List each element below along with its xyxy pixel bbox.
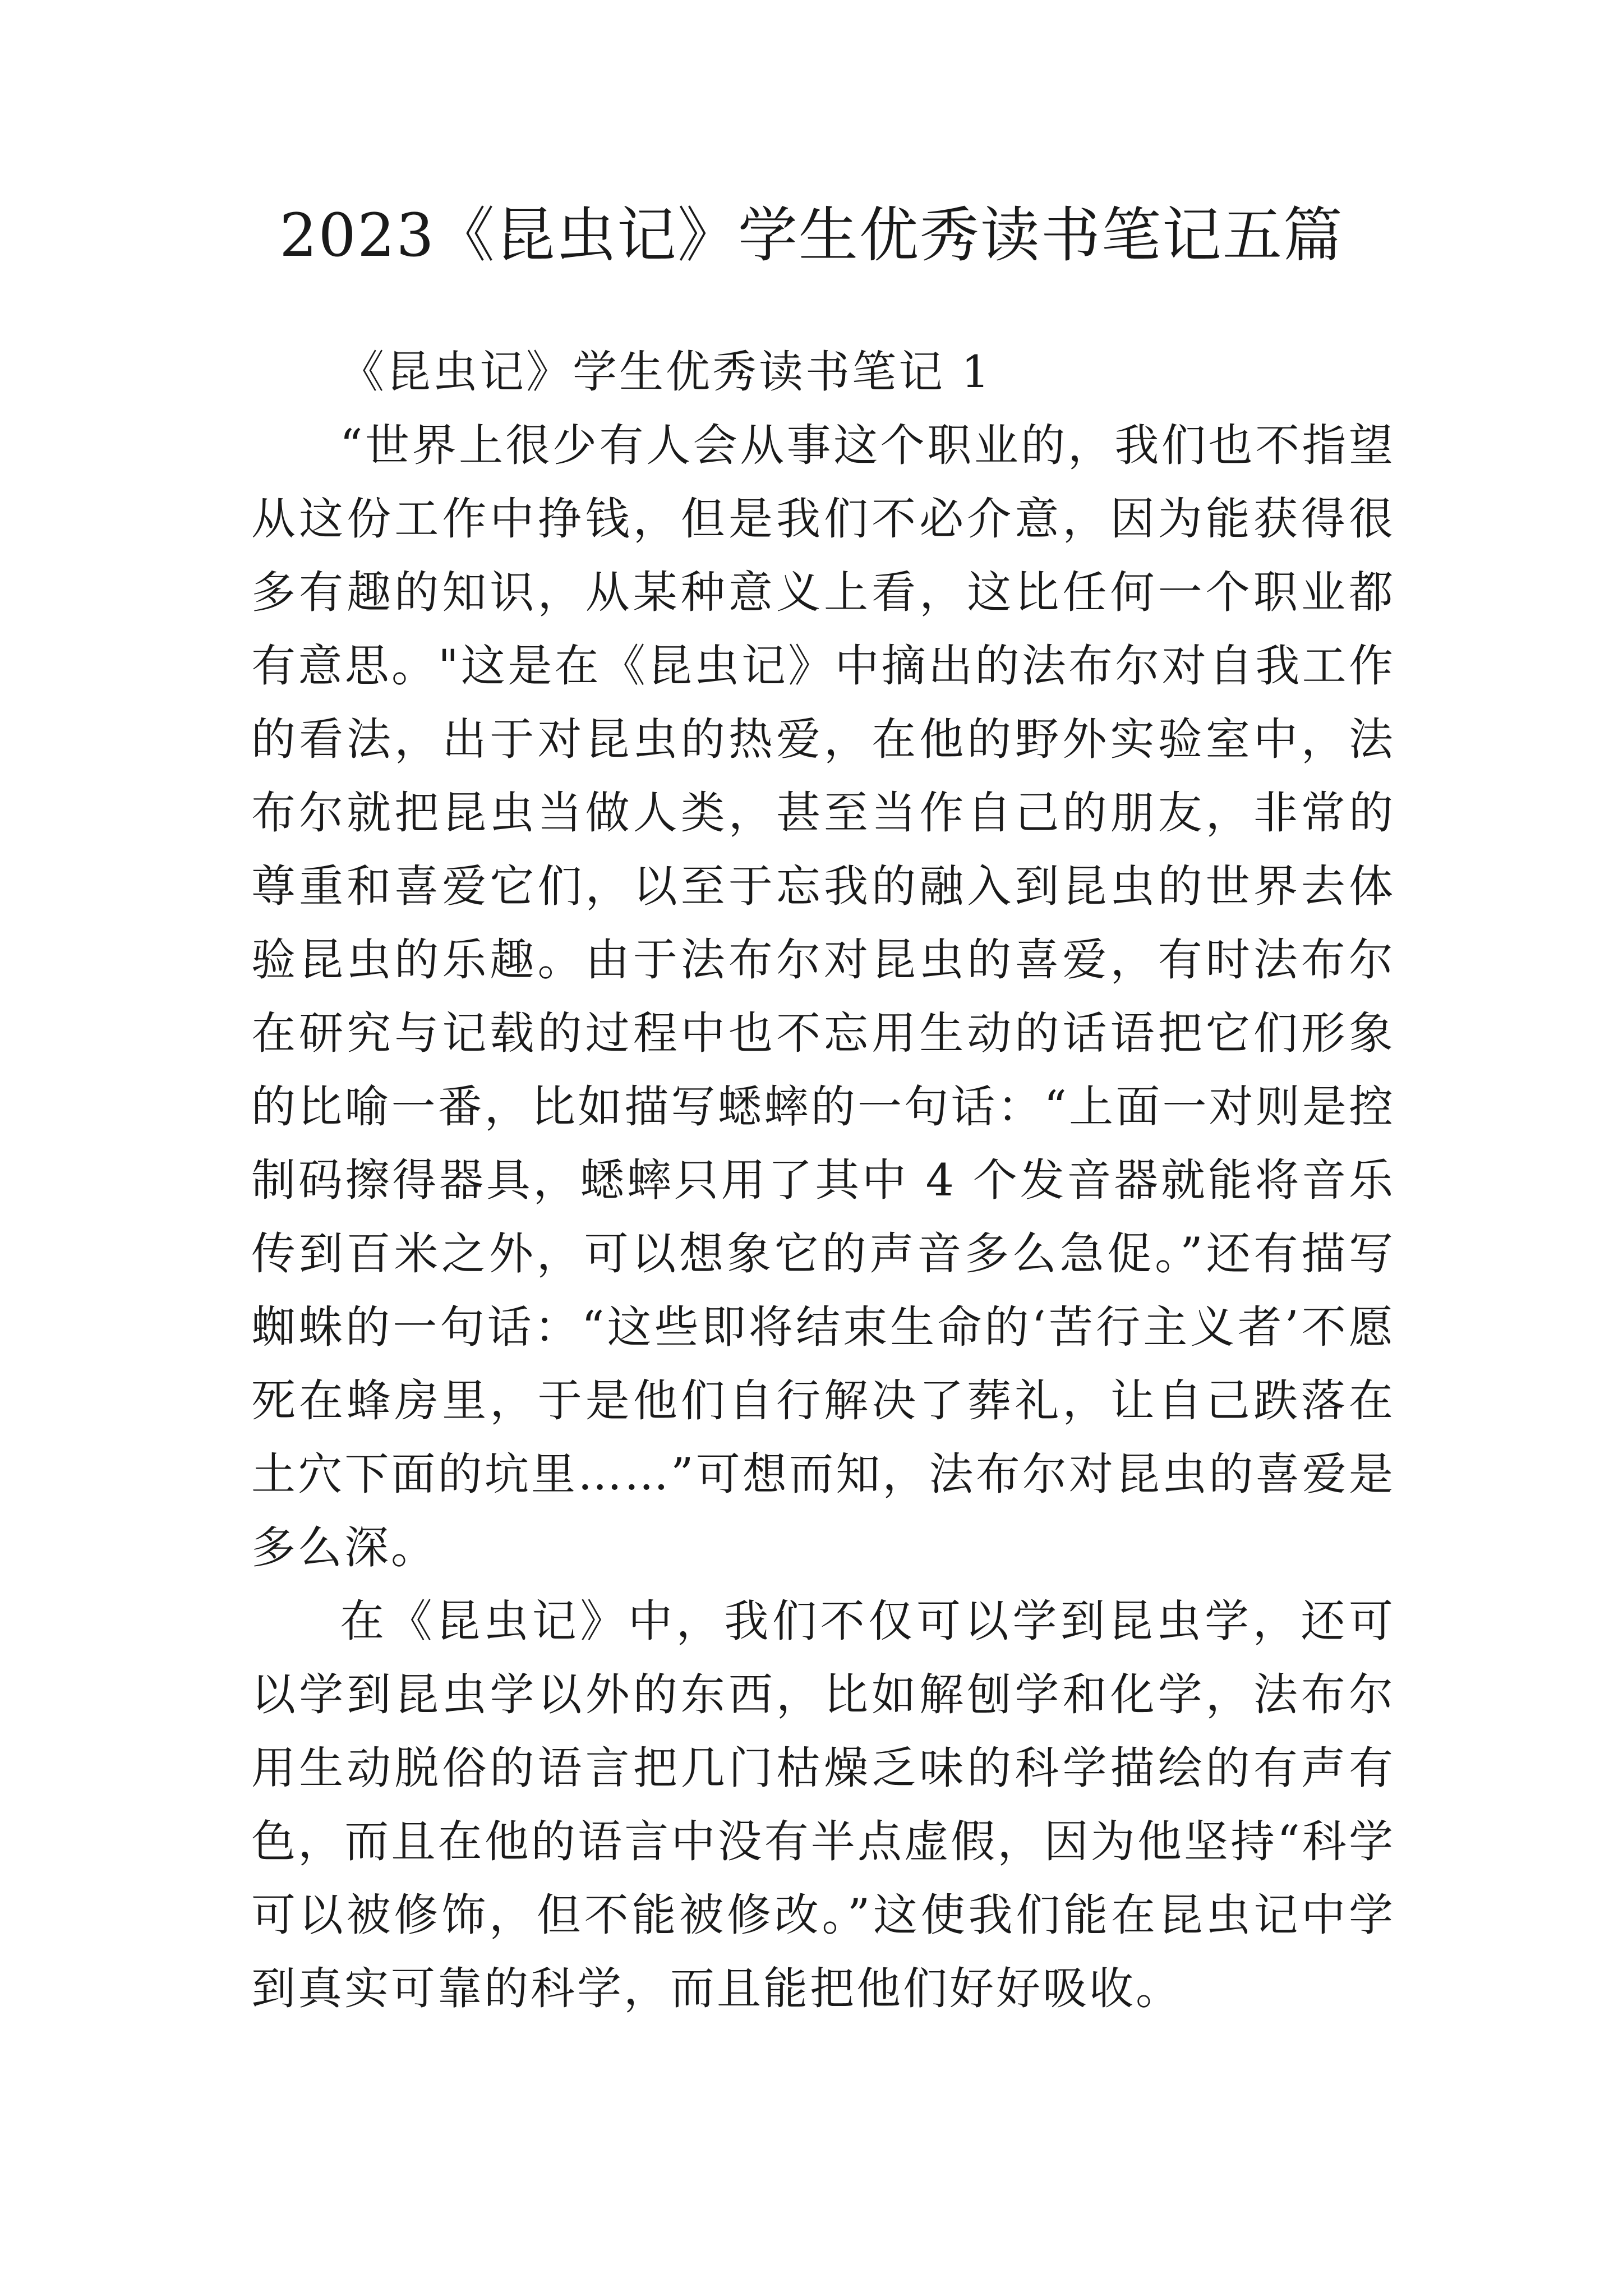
section-heading: 《昆虫记》学生优秀读书笔记 1 <box>340 346 992 398</box>
document-title: 2023《昆虫记》学生优秀读书笔记五篇 <box>279 201 1344 270</box>
document-body <box>251 335 1395 2026</box>
body-paragraph-2: 在《昆虫记》中，我们不仅可以学到昆虫学，还可以学到昆虫学以外的东西，比如解刨学和化学，法布尔用生动脱俗的语言把几门枯燥乏味的科学描绘的有声有色，而且在他的语言中没有半点虚假，因为他坚持“科学可以被修饰，但不能被修改。”这使我们能在昆虫记中学到真实可靠的科学，而且能把他们好好吸收。 <box>251 1595 1395 2014</box>
body-paragraph-1: “世界上很少有人会从事这个职业的，我们也不指望从这份工作中挣钱，但是我们不必介意，因为能获得很多有趣的知识，从某种意义上看，这比任何一个职业都有意思。"这是在《昆虫记》中摘出的法布尔对自我工作的看法，出于对昆虫的热爱，在他的野外实验室中，法布尔就把昆虫当做人类，甚至当作自己的朋友，非常的尊重和喜爱它们，以至于忘我的融入到昆虫的世界去体验昆虫的乐趣。由于法布尔对昆虫的喜爱，有时法布尔在研究与记载的过程中也不忘用生动的话语把它们形象的比喻一番，比如描写蟋蟀的一句话：“上面一对则是控制码擦得器具，蟋蟀只用了其中 4 个发音器就能将音乐传到百米之外，可以想象它的声音多么急促。”还有描写蜘蛛的一句话：“这些即将结束生命的‘苦行主义者’不愿死在蜂房里，于是他们自行解决了葬礼，让自己跌落在土穴下面的坑里……”可想而知，法布尔对昆虫的喜爱是多么深。 <box>251 420 1395 1573</box>
